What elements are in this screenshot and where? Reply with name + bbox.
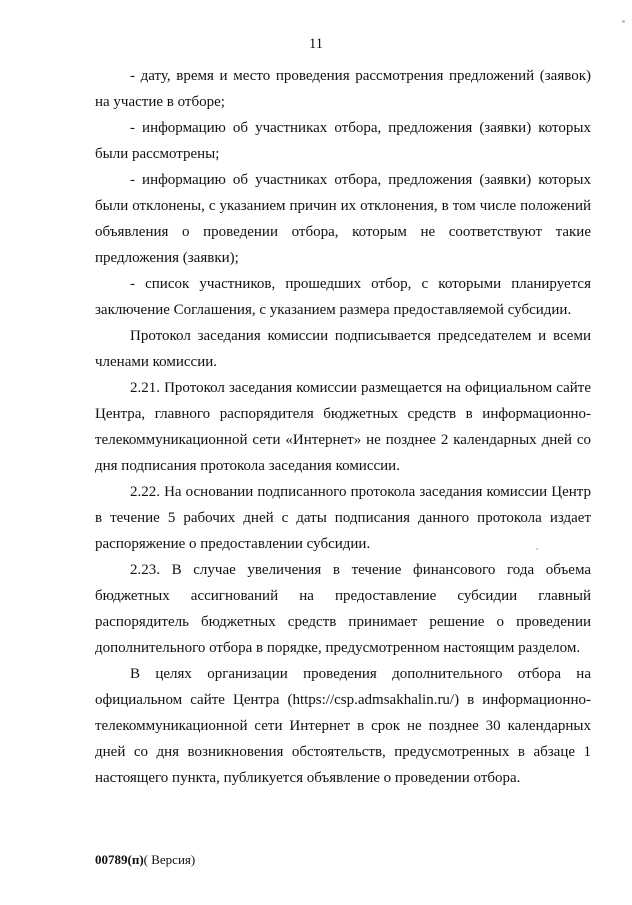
paragraph-protocol-signing: Протокол заседания комиссии подписывается председателем и всеми членами комиссии. — [95, 328, 591, 370]
paragraph-clause-2-22: 2.22. На основании подписанного протокола заседания комиссии Центр в течение 5 рабочих дней с даты подписания данного протокола издает распоряжение о предоставлении субсидии. — [95, 484, 591, 552]
scan-speck — [536, 548, 538, 550]
paragraph-clause-2-21: 2.21. Протокол заседания комиссии размещается на официальном сайте Центра, главного распорядителя бюджетных средств в информационно-телекоммуникационной сети «Интернет» не позднее 2 календарных дней со дня подписания протокола заседания комиссии. — [95, 380, 591, 474]
document-footer — [95, 852, 195, 868]
list-item-considered-participants: - информацию об участниках отбора, предложения (заявки) которых были рассмотрены; — [95, 120, 591, 162]
document-body — [95, 63, 591, 791]
document-code: 00789(п) — [95, 852, 144, 867]
document-version: ( Версия) — [143, 852, 196, 867]
list-item-rejected-participants: - информацию об участниках отбора, предложения (заявки) которых были отклонены, с указанием причин их отклонения, в том числе положений объявления о проведении отбора, которым не соответствуют такие предложения (заявки); — [95, 172, 591, 266]
scan-speck — [622, 20, 625, 23]
list-item-date-time-place: - дату, время и место проведения рассмотрения предложений (заявок) на участие в отборе; — [95, 68, 591, 110]
page-number: 11 — [309, 36, 323, 52]
paragraph-clause-2-23: 2.23. В случае увеличения в течение финансового года объема бюджетных ассигнований на предоставление субсидии главный распорядитель бюджетных средств принимает решение о проведении дополнительного отбора в порядке, предусмотренном настоящим разделом. — [95, 562, 591, 656]
paragraph-additional-selection: В целях организации проведения дополнительного отбора на официальном сайте Центра (https://csp.admsakhalin.ru/) в информационно-телекоммуникационной сети Интернет в срок не позднее 30 календарных дней со дня возникновения обстоятельств, предусмотренных в абзаце 1 настоящего пункта, публикуется объявление о проведении отбора. — [95, 666, 591, 786]
list-item-selected-participants: - список участников, прошедших отбор, с которыми планируется заключение Соглашения, с указанием размера предоставляемой субсидии. — [95, 276, 591, 318]
